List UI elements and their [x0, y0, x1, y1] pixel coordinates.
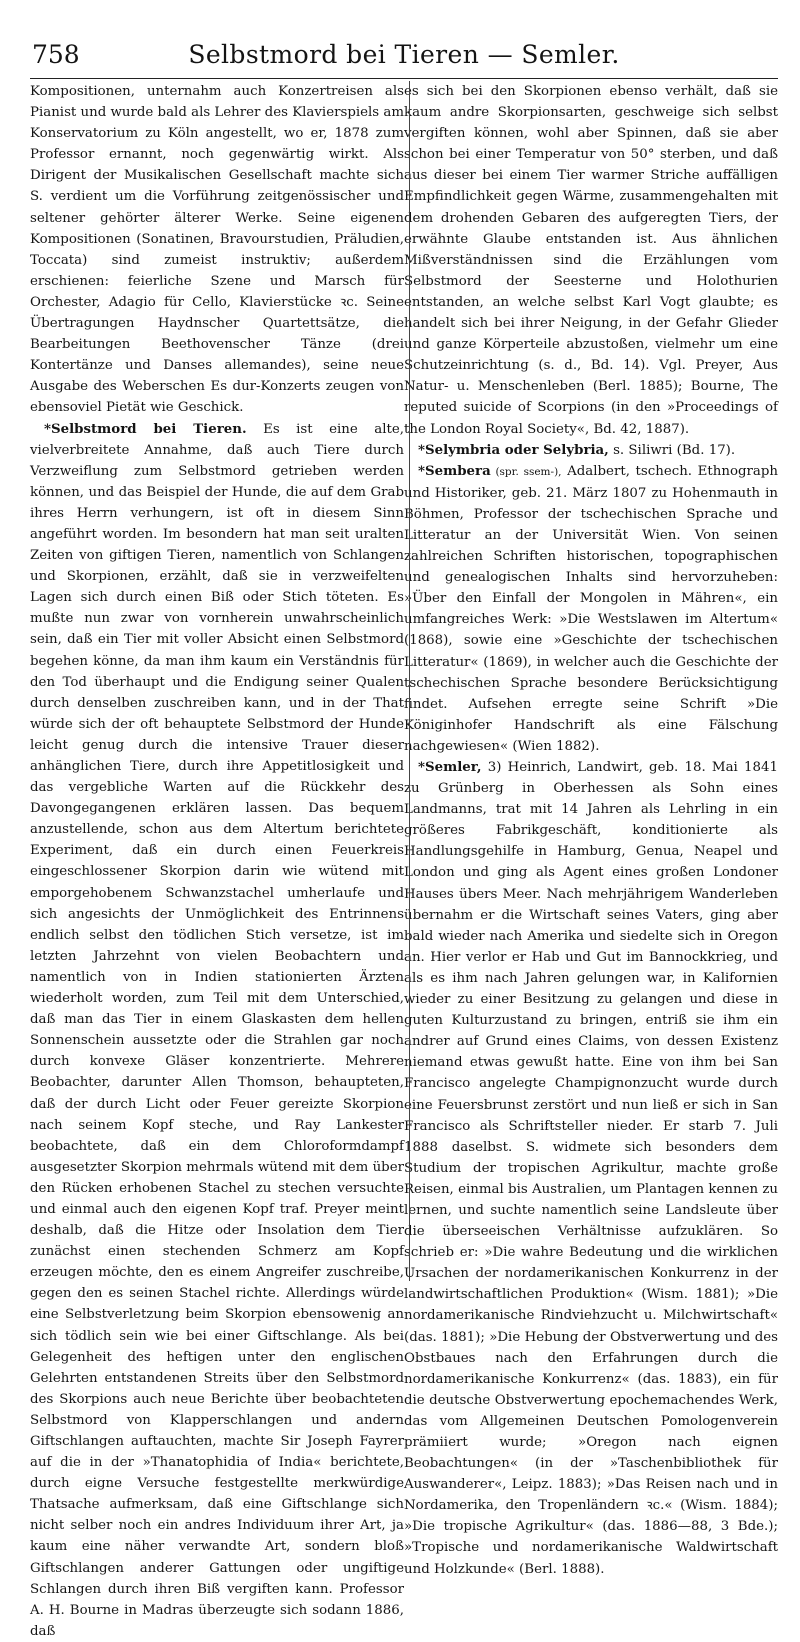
entry-selbstmord: [30, 419, 404, 1642]
entry-text: 3) Heinrich, Landwirt, geb. 18. Mai 1841 zu Grünberg in Oberhessen als Sohn eines Landmanns, trat mit 14 Jahren als Lehrling in ein größeres Fabrikgeschäft, konditionierte als Handlungsgehilfe in Hamburg, Genua, Neapel und London und ging als Agent eines großen Londoner Hauses übers Meer. Nach mehrjährigem Wanderleben übernahm er die Wirtschaft seines Vaters, ging aber bald wieder nach Amerika und siedelte sich in Oregon an. Hier verlor er Hab und Gut im Bannockkrieg, und als es ihm nach Jahren gelungen war, in Kalifornien wieder zu einer Besitzung zu gelangen und diese in guten Kulturzustand zu bringen, entriß sie ihm ein andrer auf Grund eines Claims, von dessen Existenz niemand etwas gewußt hatte. Eine von ihm bei San Francisco angelegte Champignonzucht wurde durch eine Feuersbrunst zerstört und nun ließ er sich in San Francisco als Schriftsteller nieder. Er starb 7. Juli 1888 daselbst. S. widmete sich besonders dem Studium der tropischen Agrikultur, machte große Reisen, einmal bis Australien, um Plantagen kennen zu lernen, und suchte namentlich seine Landsleute über die überseeischen Verhältnisse aufzuklären. So schrieb er: »Die wahre Bedeutung und die wirklichen Ursachen der nordamerikanischen Konkurrenz in der landwirtschaftlichen Produktion« (Wism. 1881); »Die nordamerikanische Rindviehzucht u. Milchwirtschaft« (das. 1881); »Die Hebung der Obstverwertung und des Obstbaues nach den Erfahrungen durch die nordamerikanische Konkurrenz« (das. 1883), ein für die deutsche Obstverwertung epochemachendes Werk, das vom Allgemeinen Deutschen Pomologenverein prämiiert wurde; »Oregon nach eignen Beobachtungen« (in der »Taschenbibliothek für Auswanderer«, Leipz. 1883); »Das Reisen nach und in Nordamerika, den Tropenländern ꝛc.« (Wism. 1884); »Die tropische Agrikultur« (das. 1886—88, 3 Bde.); »Tropische und nordamerikanische Waldwirtschaft und Holzkunde« (Berl. 1888).: [404, 760, 778, 1577]
entry-headword: *Selbstmord bei Tieren.: [44, 420, 247, 437]
entry-continuation: es sich bei den Skorpionen ebenso verhält, daß sie kaum andre Skorpionsarten, geschweige sich selbst vergiften können, wohl aber Spinnen, daß sie aber schon bei einer Temperatur von 50° sterben, und daß aus dieser bei einem Tier warmer Striche auffälligen Empfindlichkeit gegen Wärme, zusammengehalten mit dem drohenden Gebaren des aufgeregten Tiers, der erwähnte Glaube entstanden ist. Aus ähnlichen Mißverständnissen sind die Erzählungen vom Selbstmord der Seesterne und Holothurien entstanden, an welche selbst Karl Vogt glaubte; es handelt sich bei ihrer Neigung, in der Gefahr Glieder und ganze Körperteile abzustoßen, vielmehr um eine Schutzeinrichtung (s. d., Bd. 14). Vgl. Preyer, Aus Natur- u. Menschenleben (Berl. 1885); Bourne, The reputed suicide of Scorpions (in den »Proceedings of the London Royal Society«, Bd. 42, 1887).: [404, 84, 778, 437]
entry-headword: *Selymbria oder Selybria,: [418, 441, 609, 458]
running-head: Selbstmord bei Tieren — Semler.: [188, 40, 620, 69]
entry-text: s. Siliwri (Bd. 17).: [608, 442, 736, 458]
entry-continuation: Kompositionen, unternahm auch Konzertreisen als Pianist und wurde bald als Lehrer des Klavierspiels am Konservatorium zu Köln angestellt, wo er, 1878 zum Professor ernannt, noch gegenwärtig wirkt. Als Dirigent der Musikalischen Gesellschaft machte sich S. verdient um die Vorführung zeitgenössischer und seltener gehörter älterer Werke. Seine eigenen Kompositionen (Sonatinen, Bravourstudien, Präludien, Toccata) sind zumeist instruktiv; außerdem erschienen: feierliche Szene und Marsch für Orchester, Adagio für Cello, Klavierstücke ꝛc. Seine Übertragungen Haydnscher Quartettsätze, die Bearbeitungen Beethovenscher Tänze (drei Kontertänze und Danses allemandes), seine neue Ausgabe des Weberschen Es dur-Konzerts zeugen von ebensoviel Pietät wie Geschick.: [30, 84, 404, 416]
entry-semler: [404, 757, 778, 1580]
entry-selymbria: [404, 440, 778, 461]
entry-sembera: [404, 461, 778, 757]
entry-headword: *Sembera: [418, 462, 491, 479]
entry-text: Adalbert, tschech. Ethnograph und Historiker, geb. 21. März 1807 zu Hohenmauth in Böhmen, Professor der tschechischen Sprache und Litteratur an der Universität Wien. Von seinen zahlreichen Schriften historischen, topographischen und genealogischen Inhalts sind hervorzuheben: »Über den Einfall der Mongolen in Mähren«, ein umfangreiches Werk: »Die Westslawen im Altertum« (1868), sowie eine »Geschichte der tschechischen Litteratur« (1869), in welcher auch die Geschichte der tschechischen Sprache besondere Berücksichtigung findet. Aufsehen erregte seine Schrift »Die Königinhofer Handschrift als eine Fälschung nachgewiesen« (Wien 1882).: [404, 463, 778, 754]
entry-text: Es ist eine alte, vielverbreitete Annahme, daß auch Tiere durch Verzweiflung zum Selbstmord getrieben werden können, und das Beispiel der Hunde, die auf dem Grab ihres Herrn verhungern, ist oft in diesem Sinn angeführt worden. Im besondern hat man seit uralten Zeiten von giftigen Tieren, namentlich von Schlangen und Skorpionen, erzählt, daß sie in verzweifelten Lagen sich durch einen Biß oder Stich töteten. Es mußte nun zwar von vornherein unwahrscheinlich sein, daß ein Tier mit voller Absicht einen Selbstmord begehen könne, da man ihm kaum ein Verständnis für den Tod überhaupt und die Endigung seiner Qualen durch denselben zuschreiben kann, und in der That würde sich der oft behauptete Selbstmord der Hunde leicht genug durch die intensive Trauer dieser anhänglichen Tiere, durch ihre Appetitlosigkeit und das vergebliche Warten auf die Rückkehr des Davongegangenen erklären lassen. Das bequem anzustellende, schon aus dem Altertum berichtete Experiment, daß ein durch einen Feuerkreis eingeschlossener Skorpion darin wie wütend mit emporgehobenem Schwanzstachel umherlaufe und sich angesichts der Unmöglichkeit des Entrinnens endlich selbst den tödlichen Stich versetze, ist im letzten Jahrzehnt von vielen Beobachtern und namentlich von in Indien stationierten Ärzten wiederholt worden, zum Teil mit dem Unterschied, daß man das Tier in einem Glaskasten dem hellen Sonnenschein aussetzte oder die Strahlen gar noch durch konvexe Gläser konzentrierte. Mehrere Beobachter, darunter Allen Thomson, behaupteten, daß der durch Licht oder Feuer gereizte Skorpion nach seinem Kopf steche, und Ray Lankester beobachtete, daß ein dem Chloroformdampf ausgesetzter Skorpion mehrmals wütend mit dem über den Rücken erhobenen Stachel zu stechen versuchte und einmal auch den eigenen Kopf traf. Preyer meint deshalb, daß die Hitze oder Insolation dem Tier zunächst einen stechenden Schmerz am Kopf erzeugen möchte, den es einem Angreifer zuschreibe, gegen den es seinen Stachel richte. Allerdings würde eine Selbstverletzung beim Skorpion ebensowenig an sich tödlich sein wie bei einer Giftschlange. Als bei Gelegenheit des heftigen unter den englischen Gelehrten entstandenen Streits über den Selbstmord des Skorpions auch neue Berichte über beobachteten Selbstmord von Klapperschlangen und andern Giftschlangen auftauchten, machte Sir Joseph Fayrer auf die in der »Thanatophidia of India« berichtete, durch eigne Versuche festgestellte merkwürdige Thatsache aufmerksam, daß eine Giftschlange sich nicht selber noch ein andres Individuum ihrer Art, ja kaum eine näher verwandte Art, sondern bloß Giftschlangen anderer Gattungen oder ungiftige Schlangen durch ihren Biß vergiften kann. Professor A. H. Bourne in Madras überzeugte sich sodann 1886, daß: [30, 421, 404, 1639]
pronunciation-note: (spr. ssem-),: [490, 465, 562, 478]
left-column: [30, 81, 404, 1642]
entry-headword: *Semler,: [418, 759, 482, 775]
text-columns: [30, 81, 778, 1642]
page-number: 758: [32, 40, 80, 69]
right-column: [404, 81, 778, 1642]
column-divider: [409, 81, 410, 1281]
page-header: [30, 38, 778, 79]
